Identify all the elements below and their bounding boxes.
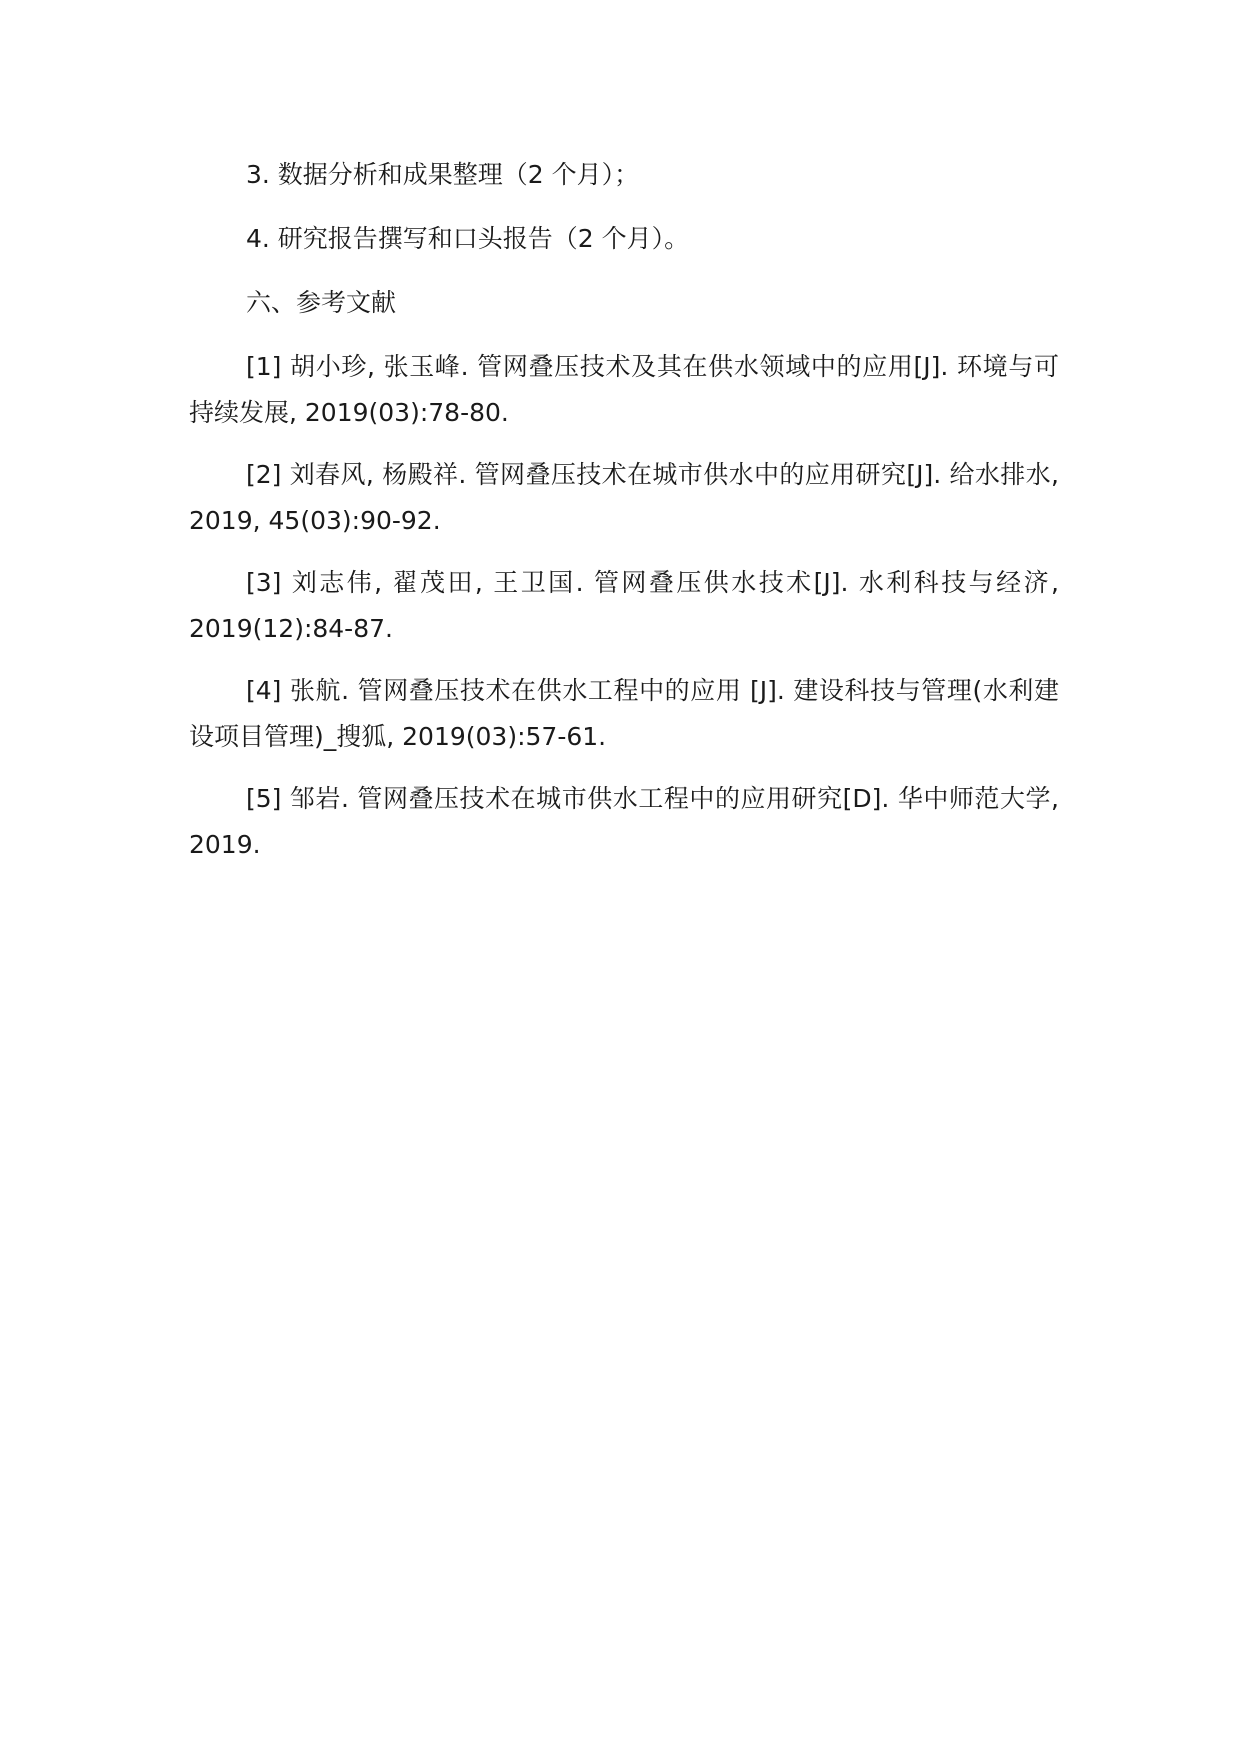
reference-item-2: [2] 刘春风, 杨殿祥. 管网叠压技术在城市供水中的应用研究[J]. 给水排水, 2019, 45(03):90-92.: [189, 460, 1059, 535]
plan-item-4: 4. 研究报告撰写和口头报告（2 个月）。: [246, 224, 690, 253]
plan-item-3: 3. 数据分析和成果整理（2 个月）；: [246, 160, 640, 189]
reference-item-3: [3] 刘志伟, 翟茂田, 王卫国. 管网叠压供水技术[J]. 水利科技与经济, 2019(12):84-87.: [189, 568, 1059, 643]
reference-item-4: [4] 张航. 管网叠压技术在供水工程中的应用 [J]. 建设科技与管理(水利建设项目管理)_搜狐, 2019(03):57-61.: [189, 676, 1059, 751]
section-heading-references: 六、参考文献: [246, 288, 397, 317]
reference-item-1: [1] 胡小珍, 张玉峰. 管网叠压技术及其在供水领域中的应用[J]. 环境与可持续发展, 2019(03):78-80.: [189, 352, 1059, 427]
reference-item-5: [5] 邹岩. 管网叠压技术在城市供水工程中的应用研究[D]. 华中师范大学, 2019.: [189, 784, 1059, 859]
document-page: [189, 152, 1059, 884]
